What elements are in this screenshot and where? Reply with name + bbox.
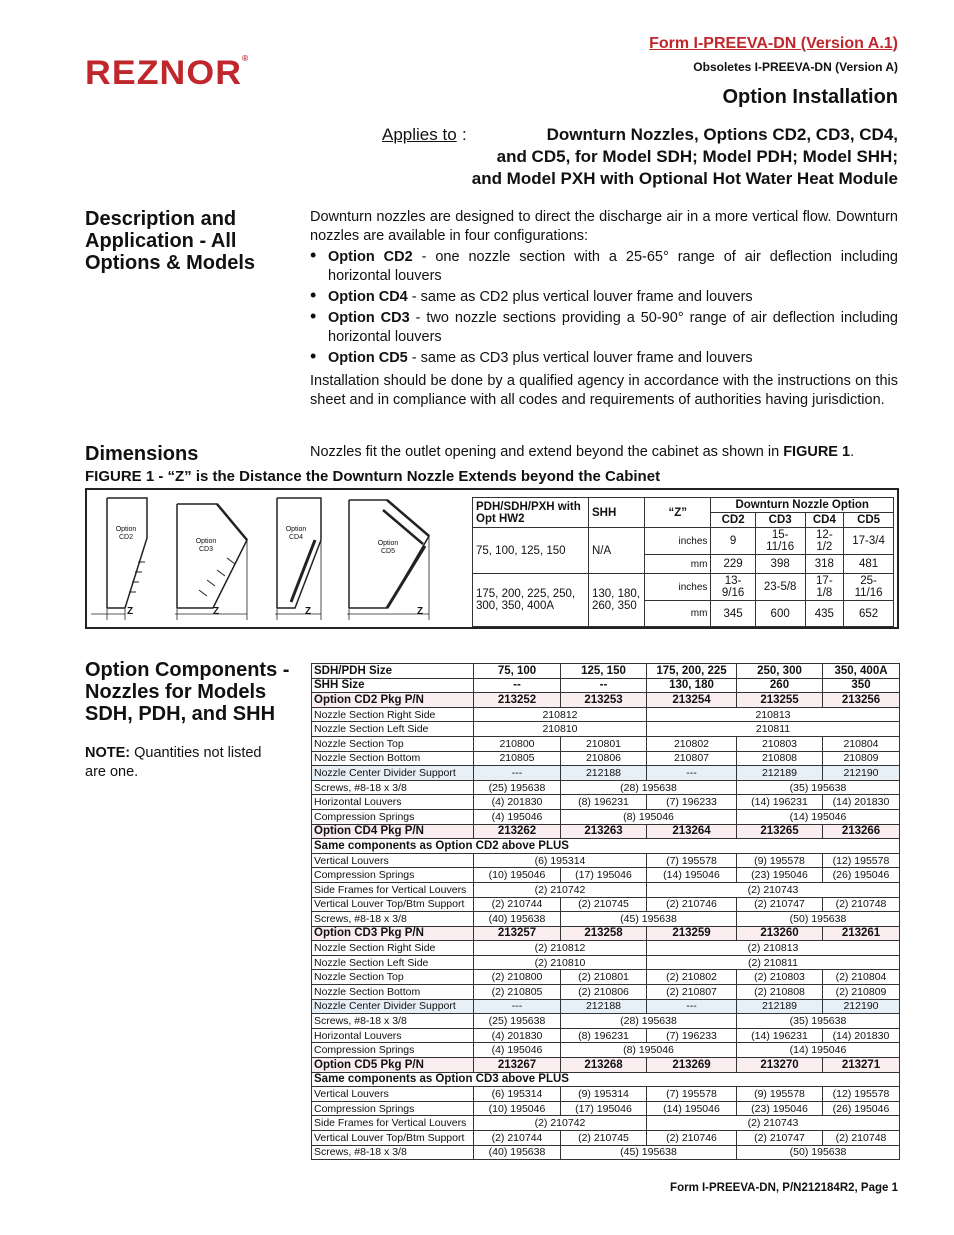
cell: 229: [711, 555, 755, 574]
row-label: Nozzle Section Bottom: [312, 751, 474, 766]
figure-1-title: FIGURE 1 - “Z” is the Distance the Downturn Nozzle Extends beyond the Cabinet: [85, 468, 661, 485]
component-row: [312, 853, 900, 868]
table-cell: 213267: [474, 1058, 561, 1073]
table-cell: 125, 150: [561, 664, 647, 679]
z-label-cd3: Z: [213, 606, 220, 617]
table-cell: --: [561, 678, 647, 693]
table-cell: 213270: [737, 1058, 823, 1073]
description-intro: Downturn nozzles are designed to direct the discharge air in a more vertical flow. Downturn nozzles are available in four configurations:: [310, 209, 898, 244]
table-cell: (2) 210744: [474, 897, 561, 912]
table-cell: 210806: [561, 751, 647, 766]
table-cell: (2) 210743: [647, 882, 900, 897]
row-label: Nozzle Section Right Side: [312, 707, 474, 722]
installation-note: Installation should be done by a qualified agency in accordance with the instructions on this sheet and in compliance with all codes and requirements of authorities having jurisdiction.: [310, 373, 898, 408]
component-row: [312, 926, 900, 941]
table-cell: 213268: [561, 1058, 647, 1073]
option-cd5-item: • Option CD5 - same as CD3 plus vertical louver frame and louvers: [310, 349, 898, 368]
table-cell: 75, 100: [474, 664, 561, 679]
label-option-cd5: Option CD5: [377, 540, 399, 555]
table-cell: (9) 195578: [737, 1087, 823, 1102]
row-label: Nozzle Section Top: [312, 970, 474, 985]
row-label: Screws, #8-18 x 3/8: [312, 780, 474, 795]
form-title: Form I-PREEVA-DN (Version A.1): [649, 35, 898, 52]
row-label: Vertical Louvers: [312, 853, 474, 868]
table-cell: (4) 201830: [474, 795, 561, 810]
table-cell: (12) 195578: [823, 853, 900, 868]
table-cell: 212189: [737, 766, 823, 781]
table-cell: 213252: [474, 693, 561, 708]
table-cell: (9) 195314: [561, 1087, 647, 1102]
component-row: [312, 693, 900, 708]
applies-to-block: Applies to : Downturn Nozzles, Options CD2, CD3, CD4, and CD5, for Model SDH; Model PDH; Model SHH; and Model PXH with Optional Hot Water Heat Module: [378, 124, 898, 190]
table-cell: (2) 210811: [647, 955, 900, 970]
table-cell: (2) 210747: [737, 897, 823, 912]
cell: 17-1/8: [805, 574, 844, 601]
table-cell: (2) 210808: [737, 985, 823, 1000]
component-row: [312, 1014, 900, 1029]
table-cell: ---: [474, 766, 561, 781]
z-label-cd4: Z: [305, 606, 312, 617]
table-cell: (7) 195578: [647, 1087, 737, 1102]
table-cell: (2) 210743: [647, 1116, 900, 1131]
table-cell: (28) 195638: [561, 1014, 737, 1029]
table-cell: (2) 210807: [647, 985, 737, 1000]
table-cell: 210803: [737, 736, 823, 751]
row-label: Horizontal Louvers: [312, 1028, 474, 1043]
table-cell: (14) 201830: [823, 1028, 900, 1043]
row-label: SHH Size: [312, 678, 474, 693]
option-cd4-item: • Option CD4 - same as CD2 plus vertical louver frame and louvers: [310, 288, 898, 307]
document-title: Option Installation: [722, 86, 898, 108]
unit-mm: mm: [645, 555, 711, 574]
component-row: [312, 1145, 900, 1160]
table-cell: (2) 210812: [474, 941, 647, 956]
component-row: [312, 1028, 900, 1043]
table-cell: (8) 195046: [561, 809, 737, 824]
table-cell: (2) 210744: [474, 1131, 561, 1146]
table-cell: 213262: [474, 824, 561, 839]
col-cd5: CD5: [844, 513, 894, 528]
table-cell: 210808: [737, 751, 823, 766]
component-row: [312, 897, 900, 912]
table-cell: 213263: [561, 824, 647, 839]
table-cell: 213266: [823, 824, 900, 839]
table-cell: (2) 210804: [823, 970, 900, 985]
table-cell: (2) 210810: [474, 955, 647, 970]
row-label: Same components as Option CD3 above PLUS: [312, 1072, 900, 1087]
table-cell: ---: [647, 766, 737, 781]
row-label: Vertical Louver Top/Btm Support: [312, 1131, 474, 1146]
table-cell: (8) 196231: [561, 795, 647, 810]
table-cell: (2) 210742: [474, 1116, 647, 1131]
row-label: Option CD5 Pkg P/N: [312, 1058, 474, 1073]
col-cd2: CD2: [711, 513, 755, 528]
components-table: [311, 663, 900, 1160]
table-cell: 213271: [823, 1058, 900, 1073]
description-body: [310, 208, 898, 410]
table-cell: 210805: [474, 751, 561, 766]
table-cell: 213264: [647, 824, 737, 839]
table-cell: (6) 195314: [474, 853, 647, 868]
table-cell: (45) 195638: [561, 1145, 737, 1160]
cd2-outline: [107, 498, 147, 608]
table-cell: 175, 200, 225: [647, 664, 737, 679]
table-cell: 213259: [647, 926, 737, 941]
row-label: Nozzle Section Right Side: [312, 941, 474, 956]
component-row: [312, 955, 900, 970]
table-cell: (35) 195638: [737, 780, 900, 795]
component-row: [312, 795, 900, 810]
table-cell: 213255: [737, 693, 823, 708]
component-row: [312, 882, 900, 897]
table-cell: (25) 195638: [474, 780, 561, 795]
table-cell: (2) 210802: [647, 970, 737, 985]
component-row: [312, 1072, 900, 1087]
row-label: Compression Springs: [312, 868, 474, 883]
row2-model: 175, 200, 225, 250, 300, 350, 400A: [473, 574, 589, 627]
unit-mm: mm: [645, 601, 711, 627]
table-cell: ---: [474, 999, 561, 1014]
table-cell: (2) 210745: [561, 1131, 647, 1146]
component-row: [312, 824, 900, 839]
table-cell: 210812: [474, 707, 647, 722]
table-cell: 212188: [561, 999, 647, 1014]
table-cell: 260: [737, 678, 823, 693]
cell: 17-3/4: [844, 528, 894, 555]
cell: 23-5/8: [755, 574, 805, 601]
table-cell: (17) 195046: [561, 868, 647, 883]
table-cell: (2) 210748: [823, 897, 900, 912]
unit-inches: inches: [645, 528, 711, 555]
component-row: [312, 1043, 900, 1058]
component-row: [312, 1058, 900, 1073]
table-cell: (6) 195314: [474, 1087, 561, 1102]
col-downturn-option: Downturn Nozzle Option: [711, 498, 894, 513]
table-cell: 130, 180: [647, 678, 737, 693]
table-cell: 210807: [647, 751, 737, 766]
table-cell: 213261: [823, 926, 900, 941]
applies-line-2: and CD5, for Model SDH; Model PDH; Model SHH;: [496, 147, 898, 166]
table-cell: 210809: [823, 751, 900, 766]
component-row: [312, 722, 900, 737]
row-label: Nozzle Section Top: [312, 736, 474, 751]
row-label: Option CD2 Pkg P/N: [312, 693, 474, 708]
col-shh: SHH: [589, 498, 645, 528]
col-cd4: CD4: [805, 513, 844, 528]
label-option-cd2: Option CD2: [115, 526, 137, 541]
row-label: SDH/PDH Size: [312, 664, 474, 679]
row2-shh: 130, 180, 260, 350: [589, 574, 645, 627]
table-cell: (50) 195638: [737, 912, 900, 927]
table-cell: (14) 201830: [823, 795, 900, 810]
col-cd3: CD3: [755, 513, 805, 528]
row-label: Compression Springs: [312, 1043, 474, 1058]
row-label: Compression Springs: [312, 1101, 474, 1116]
col-model: PDH/SDH/PXH with Opt HW2: [473, 498, 589, 528]
cell: 9: [711, 528, 755, 555]
table-cell: --: [474, 678, 561, 693]
table-cell: (14) 195046: [737, 1043, 900, 1058]
table-cell: (2) 210809: [823, 985, 900, 1000]
row-label: Vertical Louver Top/Btm Support: [312, 897, 474, 912]
component-row: [312, 999, 900, 1014]
table-cell: 210804: [823, 736, 900, 751]
applies-to-label: Applies to: [382, 125, 457, 144]
table-cell: (26) 195046: [823, 868, 900, 883]
page-footer: Form I-PREEVA-DN, P/N212184R2, Page 1: [670, 1182, 898, 1194]
table-cell: (25) 195638: [474, 1014, 561, 1029]
col-z: “Z”: [645, 498, 711, 528]
table-cell: 210800: [474, 736, 561, 751]
table-cell: 212190: [823, 766, 900, 781]
table-cell: (10) 195046: [474, 868, 561, 883]
row-label: Screws, #8-18 x 3/8: [312, 1145, 474, 1160]
table-cell: (8) 195046: [561, 1043, 737, 1058]
table-cell: (14) 195046: [737, 809, 900, 824]
table-cell: (2) 210806: [561, 985, 647, 1000]
row-label: Screws, #8-18 x 3/8: [312, 1014, 474, 1029]
applies-line-3: and Model PXH with Optional Hot Water Heat Module: [471, 169, 898, 188]
cell: 600: [755, 601, 805, 627]
table-cell: (14) 196231: [737, 1028, 823, 1043]
component-row: [312, 664, 900, 679]
cell: 398: [755, 555, 805, 574]
component-row: [312, 912, 900, 927]
table-cell: (26) 195046: [823, 1101, 900, 1116]
table-cell: (9) 195578: [737, 853, 823, 868]
table-cell: (23) 195046: [737, 868, 823, 883]
table-cell: 213258: [561, 926, 647, 941]
table-cell: 210811: [647, 722, 900, 737]
table-cell: (28) 195638: [561, 780, 737, 795]
row-label: Nozzle Section Left Side: [312, 955, 474, 970]
table-cell: 212190: [823, 999, 900, 1014]
component-row: [312, 751, 900, 766]
table-cell: (14) 195046: [647, 868, 737, 883]
table-cell: (10) 195046: [474, 1101, 561, 1116]
component-row: [312, 839, 900, 854]
table-cell: 210810: [474, 722, 647, 737]
table-cell: (2) 210748: [823, 1131, 900, 1146]
z-label-cd2: Z: [127, 606, 134, 617]
obsoletes-note: Obsoletes I-PREEVA-DN (Version A): [693, 60, 898, 74]
row-label: Nozzle Center Divider Support: [312, 766, 474, 781]
dimensions-heading: Dimensions: [85, 443, 199, 465]
nozzle-diagrams: [87, 490, 469, 627]
table-cell: (2) 210747: [737, 1131, 823, 1146]
component-row: [312, 868, 900, 883]
table-cell: 250, 300: [737, 664, 823, 679]
z-label-cd5: Z: [417, 606, 424, 617]
table-cell: (4) 195046: [474, 1043, 561, 1058]
row-label: Option CD4 Pkg P/N: [312, 824, 474, 839]
component-row: [312, 985, 900, 1000]
table-cell: (8) 196231: [561, 1028, 647, 1043]
row-label: Nozzle Section Left Side: [312, 722, 474, 737]
cell: 481: [844, 555, 894, 574]
table-cell: (4) 201830: [474, 1028, 561, 1043]
table-cell: (45) 195638: [561, 912, 737, 927]
component-row: [312, 766, 900, 781]
table-cell: (2) 210813: [647, 941, 900, 956]
table-cell: 350: [823, 678, 900, 693]
component-row: [312, 736, 900, 751]
dimensions-table: [472, 497, 894, 627]
option-cd3-item: • Option CD3 - two nozzle sections providing a 50-90° range of air deflection including horizontal louvers: [310, 309, 898, 347]
description-heading: Description and Application - All Options & Models: [85, 208, 255, 274]
row-label: Horizontal Louvers: [312, 795, 474, 810]
table-cell: (2) 210805: [474, 985, 561, 1000]
row-label: Nozzle Center Divider Support: [312, 999, 474, 1014]
component-row: [312, 780, 900, 795]
table-cell: (2) 210746: [647, 897, 737, 912]
table-cell: 213260: [737, 926, 823, 941]
component-row: [312, 678, 900, 693]
cell: 25-11/16: [844, 574, 894, 601]
row-label: Side Frames for Vertical Louvers: [312, 1116, 474, 1131]
cell: 652: [844, 601, 894, 627]
label-option-cd4: Option CD4: [285, 526, 307, 541]
table-cell: 213265: [737, 824, 823, 839]
table-cell: (23) 195046: [737, 1101, 823, 1116]
table-cell: (17) 195046: [561, 1101, 647, 1116]
component-row: [312, 809, 900, 824]
figure-1: [85, 488, 899, 629]
row-label: Nozzle Section Bottom: [312, 985, 474, 1000]
table-cell: (7) 196233: [647, 1028, 737, 1043]
component-row: [312, 1101, 900, 1116]
component-row: [312, 1087, 900, 1102]
dimensions-text: Nozzles fit the outlet opening and extend beyond the cabinet as shown in FIGURE 1.: [310, 444, 855, 460]
row-label: Screws, #8-18 x 3/8: [312, 912, 474, 927]
table-cell: (35) 195638: [737, 1014, 900, 1029]
table-cell: 212189: [737, 999, 823, 1014]
row-label: Side Frames for Vertical Louvers: [312, 882, 474, 897]
table-cell: (2) 210800: [474, 970, 561, 985]
table-cell: (4) 195046: [474, 809, 561, 824]
table-cell: 213253: [561, 693, 647, 708]
table-cell: 212188: [561, 766, 647, 781]
component-row: [312, 1116, 900, 1131]
components-note: NOTE: Quantities not listed are one.: [85, 745, 262, 780]
table-cell: 213254: [647, 693, 737, 708]
component-row: [312, 707, 900, 722]
table-cell: (14) 196231: [737, 795, 823, 810]
reznor-logo: REZNOR®: [85, 54, 250, 92]
cell: 12-1/2: [805, 528, 844, 555]
row-label: Same components as Option CD2 above PLUS: [312, 839, 900, 854]
table-cell: (50) 195638: [737, 1145, 900, 1160]
row1-model: 75, 100, 125, 150: [473, 528, 589, 574]
cell: 318: [805, 555, 844, 574]
table-cell: 213257: [474, 926, 561, 941]
row-label: Option CD3 Pkg P/N: [312, 926, 474, 941]
table-cell: (40) 195638: [474, 1145, 561, 1160]
table-cell: 210801: [561, 736, 647, 751]
component-row: [312, 941, 900, 956]
cell: 13-9/16: [711, 574, 755, 601]
label-option-cd3: Option CD3: [195, 538, 217, 553]
table-cell: 350, 400A: [823, 664, 900, 679]
row-label: Vertical Louvers: [312, 1087, 474, 1102]
table-cell: (7) 196233: [647, 795, 737, 810]
cell: 15-11/16: [755, 528, 805, 555]
components-heading: Option Components - Nozzles for Models SDH, PDH, and SHH: [85, 659, 290, 725]
table-cell: (40) 195638: [474, 912, 561, 927]
cell: 435: [805, 601, 844, 627]
table-cell: (2) 210745: [561, 897, 647, 912]
row1-shh: N/A: [589, 528, 645, 574]
table-cell: (2) 210746: [647, 1131, 737, 1146]
unit-inches: inches: [645, 574, 711, 601]
applies-line-1: Downturn Nozzles, Options CD2, CD3, CD4,: [546, 125, 898, 144]
cell: 345: [711, 601, 755, 627]
table-cell: (2) 210803: [737, 970, 823, 985]
row-label: Compression Springs: [312, 809, 474, 824]
table-cell: (2) 210801: [561, 970, 647, 985]
option-cd2-item: • Option CD2 - one nozzle section with a 25-65° range of air deflection including horizontal louvers: [310, 248, 898, 286]
table-cell: 210813: [647, 707, 900, 722]
table-cell: (2) 210742: [474, 882, 647, 897]
component-row: [312, 970, 900, 985]
option-list: [310, 248, 898, 368]
table-cell: ---: [647, 999, 737, 1014]
table-cell: 213269: [647, 1058, 737, 1073]
table-cell: (12) 195578: [823, 1087, 900, 1102]
table-cell: 210802: [647, 736, 737, 751]
component-row: [312, 1131, 900, 1146]
table-cell: 213256: [823, 693, 900, 708]
table-cell: (14) 195046: [647, 1101, 737, 1116]
table-cell: (7) 195578: [647, 853, 737, 868]
